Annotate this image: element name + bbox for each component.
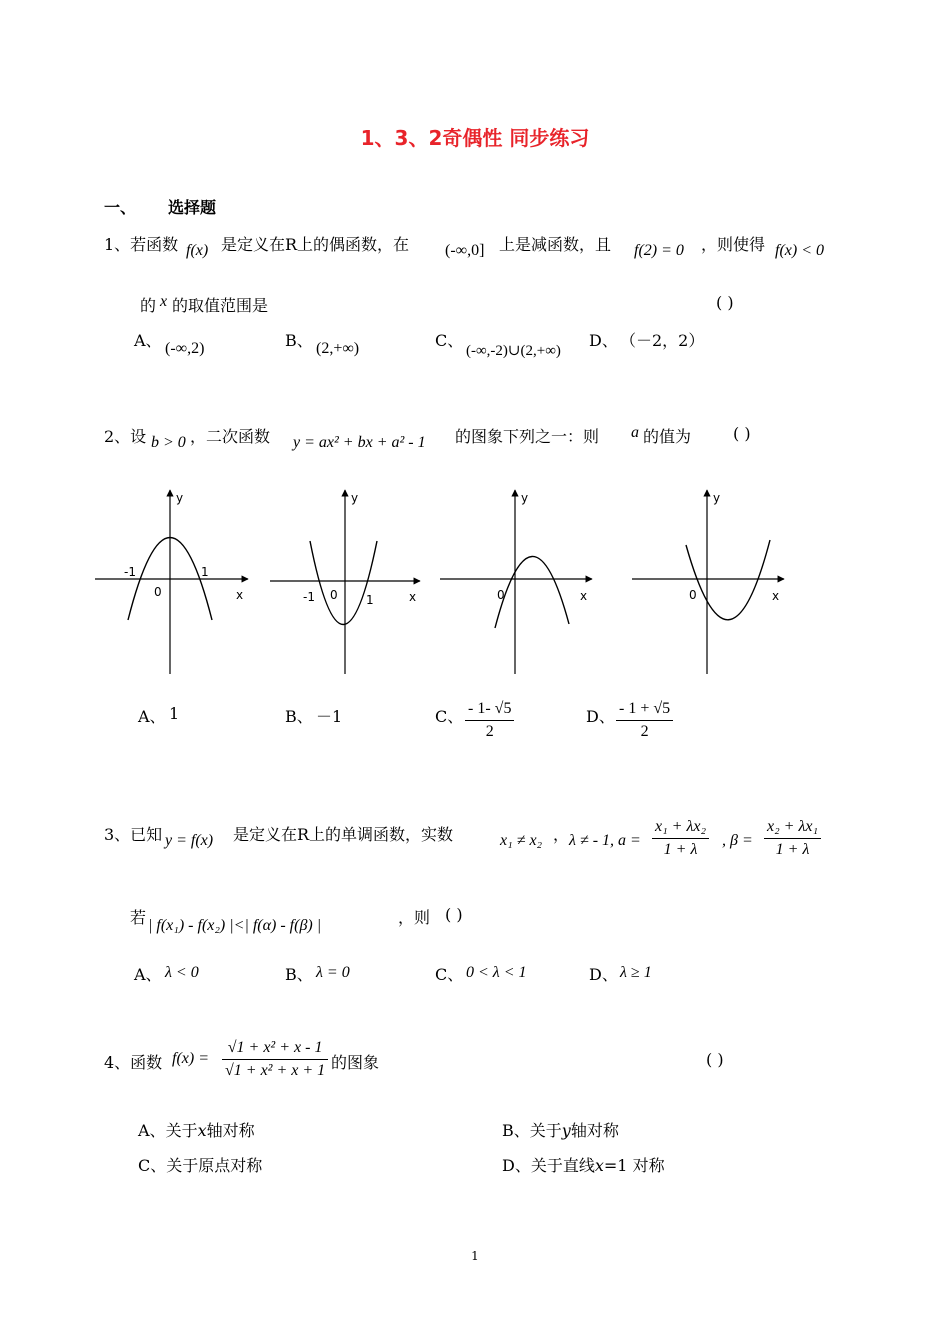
q3-text-1: 3、已知 bbox=[104, 825, 163, 844]
q4-option-a-var: x bbox=[197, 1121, 207, 1140]
q2-text-4: 的值为 bbox=[643, 427, 692, 446]
q3-option-b-value: λ = 0 bbox=[316, 964, 350, 981]
graph-d bbox=[632, 490, 784, 674]
q4-option-a-post: 轴对称 bbox=[206, 1121, 255, 1140]
q3-answer-paren: ( ) bbox=[445, 905, 463, 924]
q2-option-c-denominator: 2 bbox=[485, 723, 494, 740]
q2-option-a-label: A、 bbox=[138, 707, 166, 726]
q4-text-2: 的图象 bbox=[331, 1053, 380, 1072]
q2-option-d-value bbox=[616, 700, 673, 741]
graph-d-x-label: x bbox=[772, 589, 780, 603]
q4-numerator: √1 + x² + x - 1 bbox=[222, 1039, 328, 1060]
q4-option-b-var: y bbox=[561, 1121, 571, 1140]
graph-b-origin: 0 bbox=[330, 588, 338, 602]
q3-a-numerator: x₁ + λx₂ bbox=[652, 818, 709, 839]
q2-option-d-numerator: - 1 + √5 bbox=[616, 700, 673, 721]
q2-text-2: ，二次函数 bbox=[190, 427, 271, 446]
q4-option-b bbox=[502, 1118, 619, 1141]
q4-option-d-var: x bbox=[594, 1156, 604, 1175]
q3-beta: , β = bbox=[722, 832, 753, 849]
q1-option-a-label: A、 bbox=[134, 331, 162, 350]
q4-text-1: 4、函数 bbox=[104, 1053, 163, 1072]
q3-line2-a: 若 bbox=[130, 908, 147, 927]
graph-b-left-root: -1 bbox=[303, 590, 315, 604]
q4-option-c-pre: 关于原点对称 bbox=[166, 1156, 263, 1175]
q4-option-a bbox=[138, 1118, 255, 1141]
q1-text-2: 是定义在R上的偶函数，在 bbox=[221, 235, 410, 254]
q1-option-a-value: (-∞,2) bbox=[165, 340, 205, 357]
graph-b-x-label: x bbox=[409, 590, 417, 604]
graph-b-right-root: 1 bbox=[366, 593, 374, 607]
q3-b-numerator: x₂ + λx₁ bbox=[764, 818, 821, 839]
q1-answer-paren: ( ) bbox=[716, 293, 734, 312]
q4-fraction bbox=[222, 1039, 328, 1080]
q3-option-b-label: B、 bbox=[285, 965, 313, 984]
graph-c-x-label: x bbox=[580, 589, 588, 603]
graph-a-right-root: 1 bbox=[201, 565, 209, 579]
q2-option-a-value: 1 bbox=[169, 704, 180, 723]
q1-line2-a: 的 bbox=[140, 296, 157, 315]
q3-option-d-label: D、 bbox=[589, 965, 618, 984]
q4-denominator: √1 + x² + x + 1 bbox=[225, 1062, 326, 1079]
q1-line2-b: 的取值范围是 bbox=[172, 296, 269, 315]
section-number: 一、 bbox=[104, 198, 137, 217]
q4-option-c-label: C、 bbox=[138, 1156, 167, 1175]
q2-text-3: 的图象下列之一：则 bbox=[455, 427, 600, 446]
graph-d-origin: 0 bbox=[689, 588, 697, 602]
q2-option-d-label: D、 bbox=[586, 707, 615, 726]
q3-a-fraction bbox=[652, 818, 709, 859]
q4-option-c bbox=[138, 1153, 262, 1176]
page-title: 1、3、2奇偶性 同步练习 bbox=[360, 126, 590, 150]
q1-text-3: 上是减函数，且 bbox=[499, 235, 612, 254]
q3-neq: x₁ ≠ x₂ bbox=[500, 832, 543, 849]
graph-d-y-label: y bbox=[713, 491, 721, 505]
graph-b-y-label: y bbox=[351, 491, 359, 505]
q1-option-c-value: (-∞,-2)∪(2,+∞) bbox=[466, 343, 561, 359]
q1-inequality: f(x) < 0 bbox=[775, 242, 824, 259]
q1-text-1: 1、若函数 bbox=[104, 235, 179, 254]
q4-fx: f(x) = bbox=[172, 1050, 209, 1067]
q3-condition: | f(x₁) - f(x₂) |<| f(α) - f(β) | bbox=[148, 917, 322, 934]
q3-option-d-value: λ ≥ 1 bbox=[620, 964, 652, 981]
q3-b-fraction bbox=[764, 818, 821, 859]
q4-option-b-pre: 关于 bbox=[529, 1121, 562, 1140]
graph-c-y-label: y bbox=[521, 491, 529, 505]
graph-a-x-label: x bbox=[236, 588, 244, 602]
q3-option-c-label: C、 bbox=[435, 965, 464, 984]
q4-answer-paren: ( ) bbox=[706, 1050, 724, 1069]
q3-comma: ， bbox=[553, 825, 570, 844]
graph-a bbox=[95, 490, 248, 674]
q3-option-a-value: λ < 0 bbox=[165, 964, 199, 981]
q2-option-b-value: －1 bbox=[316, 707, 343, 726]
page-number: 1 bbox=[471, 1249, 479, 1263]
q3-b-denominator: 1 + λ bbox=[775, 841, 810, 858]
graph-a-y-label: y bbox=[176, 491, 184, 505]
q2-option-d-denominator: 2 bbox=[640, 723, 649, 740]
q3-lambda: λ ≠ - 1, a = bbox=[569, 832, 641, 849]
graph-b bbox=[270, 490, 420, 674]
q4-option-d bbox=[502, 1153, 665, 1176]
q4-option-d-label: D、 bbox=[502, 1156, 531, 1175]
graph-a-origin: 0 bbox=[154, 585, 162, 599]
q1-interval: (-∞,0] bbox=[445, 242, 485, 259]
q2-option-c-label: C、 bbox=[435, 707, 464, 726]
q3-a-denominator: 1 + λ bbox=[663, 841, 698, 858]
q1-fx: f(x) bbox=[186, 242, 209, 259]
q3-line2-b: ，则 bbox=[398, 908, 431, 927]
graph-c-origin: 0 bbox=[497, 588, 505, 602]
q4-option-d-post: =1 对称 bbox=[603, 1156, 665, 1175]
q2-option-c-value bbox=[465, 700, 514, 741]
q4-option-b-post: 轴对称 bbox=[570, 1121, 619, 1140]
q2-function: y = ax² + bx + a² - 1 bbox=[293, 434, 426, 451]
q3-function: y = f(x) bbox=[165, 832, 214, 849]
q4-option-d-pre: 关于直线 bbox=[530, 1156, 595, 1175]
q2-text-1: 2、设 bbox=[104, 427, 147, 446]
q2-a: a bbox=[631, 424, 639, 441]
q2-condition: b > 0 bbox=[151, 434, 186, 451]
q3-option-c-value: 0 < λ < 1 bbox=[466, 964, 527, 981]
q1-option-d-value: （－2，2） bbox=[620, 331, 705, 350]
q1-option-b-value: (2,+∞) bbox=[316, 340, 360, 357]
q1-option-b-label: B、 bbox=[285, 331, 313, 350]
q1-option-c-label: C、 bbox=[435, 331, 464, 350]
section-label: 选择题 bbox=[168, 198, 217, 217]
graph-a-left-root: -1 bbox=[124, 565, 136, 579]
q1-f2: f(2) = 0 bbox=[634, 242, 684, 259]
q3-option-a-label: A、 bbox=[134, 965, 162, 984]
graph-c bbox=[440, 490, 592, 674]
q2-option-b-label: B、 bbox=[285, 707, 313, 726]
q1-option-d-label: D、 bbox=[589, 331, 618, 350]
q4-option-a-label: A、 bbox=[138, 1121, 166, 1140]
q2-answer-paren: ( ) bbox=[733, 424, 751, 443]
q4-option-b-label: B、 bbox=[502, 1121, 530, 1140]
q1-text-4: ，则使得 bbox=[701, 235, 766, 254]
q3-text-2: 是定义在R上的单调函数，实数 bbox=[233, 825, 454, 844]
q4-option-a-pre: 关于 bbox=[165, 1121, 198, 1140]
q1-line2-x: x bbox=[160, 293, 168, 310]
q2-option-c-numerator: - 1- √5 bbox=[465, 700, 514, 721]
